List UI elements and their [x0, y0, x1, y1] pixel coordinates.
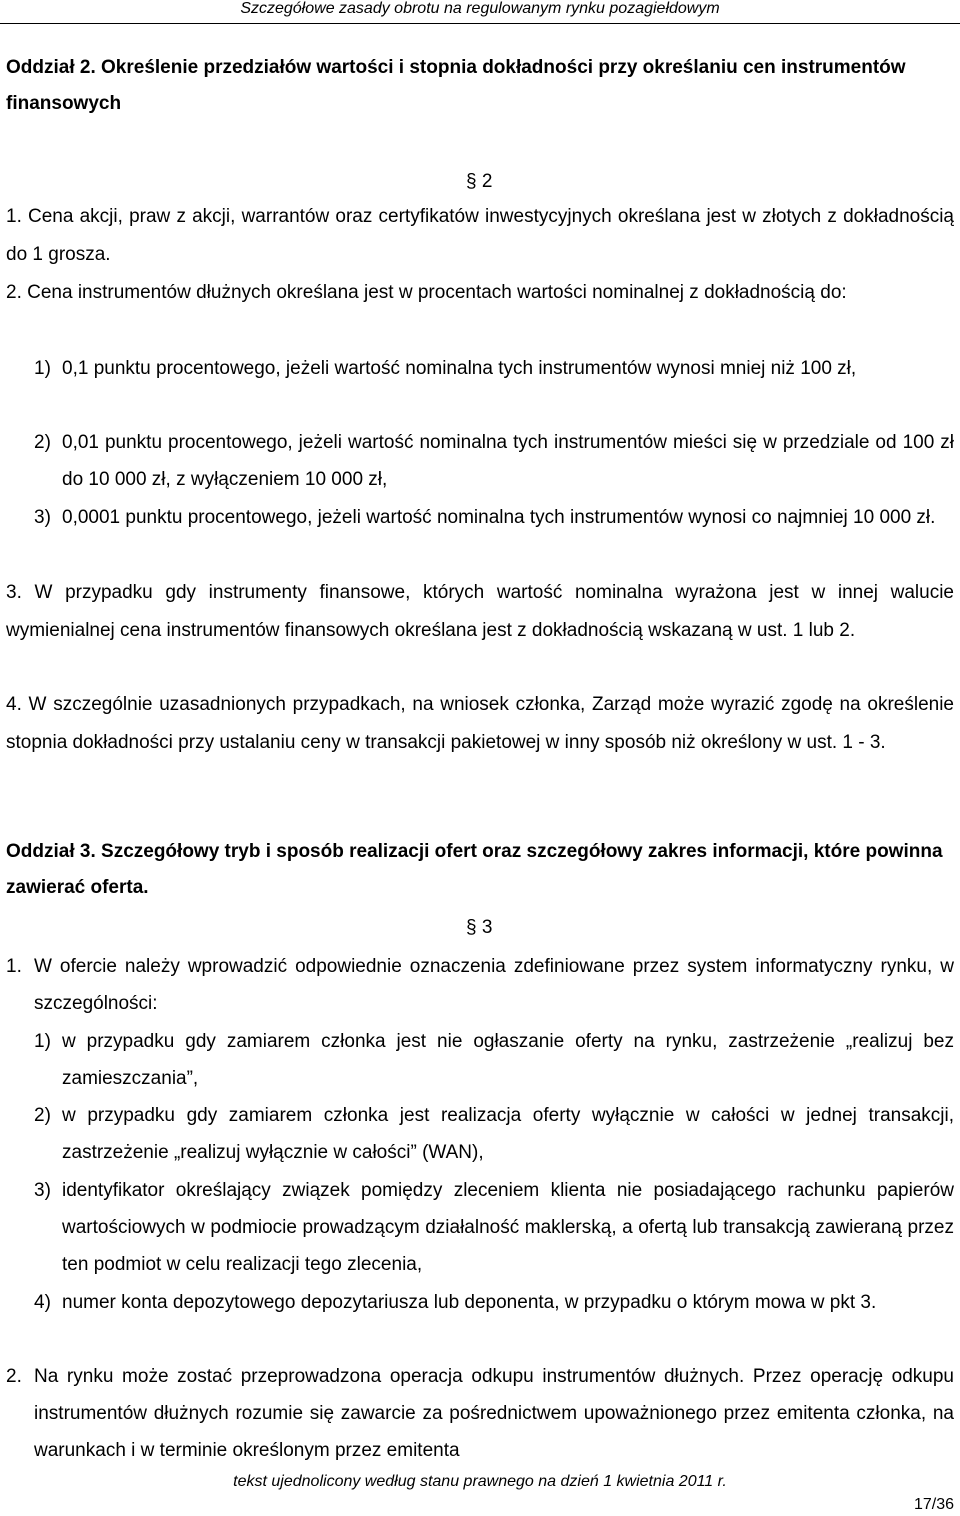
- s3-p1-item-3: [34, 1172, 954, 1283]
- paragraph-text: Na rynku może zostać przeprowadzona operacja odkupu instrumentów dłużnych. Przez operację odkupu instrumentów dłużnych rozumie się zawarcie za pośrednictwem upoważnionego przez emitenta członka, na warunkach i w terminie określonym przez emitenta: [34, 1366, 954, 1461]
- item-number: 4): [34, 1292, 51, 1313]
- s2-paragraph-4: 4. W szczególnie uzasadnionych przypadkach, na wniosek członka, Zarząd może wyrazić zgodę na określenie stopnia dokładności przy ustalaniu ceny w transakcji pakietowej w inny sposób niż określony w ust. 1 - 3.: [6, 694, 954, 753]
- s2-p2-item-1: [34, 350, 954, 387]
- paragraph-number: 2.: [6, 1366, 22, 1387]
- item-number: 3): [34, 1180, 51, 1201]
- item-text: 0,01 punktu procentowego, jeżeli wartość nominalna tych instrumentów mieści się w przedziale od 100 zł do 10 000 zł, z wyłączeniem 10 000 zł,: [62, 432, 954, 490]
- s3-p1-item-1: [34, 1023, 954, 1097]
- item-number: 2): [34, 432, 51, 453]
- item-text: identyfikator określający związek pomiędzy zleceniem klienta nie posiadającego rachunku papierów wartościowych w podmiocie prowadzącym działalność maklerską, a ofertą lub transakcją zawieraną przez ten podmiot w celu realizacji tego zlecenia,: [62, 1180, 954, 1275]
- s2-p2-item-3: [34, 499, 954, 536]
- section-3-heading: Oddział 3. Szczegółowy tryb i sposób realizacji ofert oraz szczegółowy zakres informacji, które powinna zawierać oferta.: [6, 841, 943, 898]
- s3-paragraph-1: [6, 948, 954, 1022]
- item-text: w przypadku gdy zamiarem członka jest realizacja oferty wyłącznie w całości w jednej transakcji, zastrzeżenie „realizuj wyłącznie w całości” (WAN),: [62, 1105, 954, 1163]
- section-3-mark: § 3: [466, 917, 493, 938]
- s2-paragraph-3: 3. W przypadku gdy instrumenty finansowe, których wartość nominalna wyrażona jest w innej walucie wymienialnej cena instrumentów finansowych określana jest z dokładnością wskazaną w ust. 1 lub 2.: [6, 582, 954, 641]
- item-text: w przypadku gdy zamiarem członka jest nie ogłaszanie oferty na rynku, zastrzeżenie „realizuj bez zamieszczania”,: [62, 1031, 954, 1089]
- running-header: Szczegółowe zasady obrotu na regulowanym rynku pozagiełdowym: [240, 0, 720, 17]
- s2-p2-item-2: [34, 424, 954, 498]
- item-number: 2): [34, 1105, 51, 1126]
- s2-paragraph-1: 1. Cena akcji, praw z akcji, warrantów oraz certyfikatów inwestycyjnych określana jest w złotych z dokładnością do 1 grosza.: [6, 206, 954, 265]
- paragraph-number: 1.: [6, 956, 22, 977]
- item-text: 0,0001 punktu procentowego, jeżeli wartość nominalna tych instrumentów wynosi co najmniej 10 000 zł.: [62, 507, 936, 528]
- item-number: 3): [34, 507, 51, 528]
- paragraph-text: W ofercie należy wprowadzić odpowiednie oznaczenia zdefiniowane przez system informatyczny rynku, w szczególności:: [34, 956, 954, 1014]
- s3-p1-item-4: [34, 1284, 954, 1321]
- header-divider: [0, 23, 960, 24]
- s2-paragraph-2: 2. Cena instrumentów dłużnych określana jest w procentach wartości nominalnej z dokładnością do:: [6, 282, 847, 303]
- page-number: 17/36: [913, 1496, 954, 1513]
- section-2-mark: § 2: [466, 171, 493, 192]
- footer-note: tekst ujednolicony według stanu prawnego na dzień 1 kwietnia 2011 r.: [233, 1473, 727, 1490]
- item-number: 1): [34, 1031, 51, 1052]
- item-text: 0,1 punktu procentowego, jeżeli wartość nominalna tych instrumentów wynosi mniej niż 100 zł,: [62, 358, 857, 379]
- s3-paragraph-2: [6, 1358, 954, 1469]
- section-2-heading: Oddział 2. Określenie przedziałów wartości i stopnia dokładności przy określaniu cen instrumentów finansowych: [6, 57, 906, 114]
- item-text: numer konta depozytowego depozytariusza lub deponenta, w przypadku o którym mowa w pkt 3.: [62, 1292, 877, 1313]
- item-number: 1): [34, 358, 51, 379]
- s3-p1-item-2: [34, 1097, 954, 1171]
